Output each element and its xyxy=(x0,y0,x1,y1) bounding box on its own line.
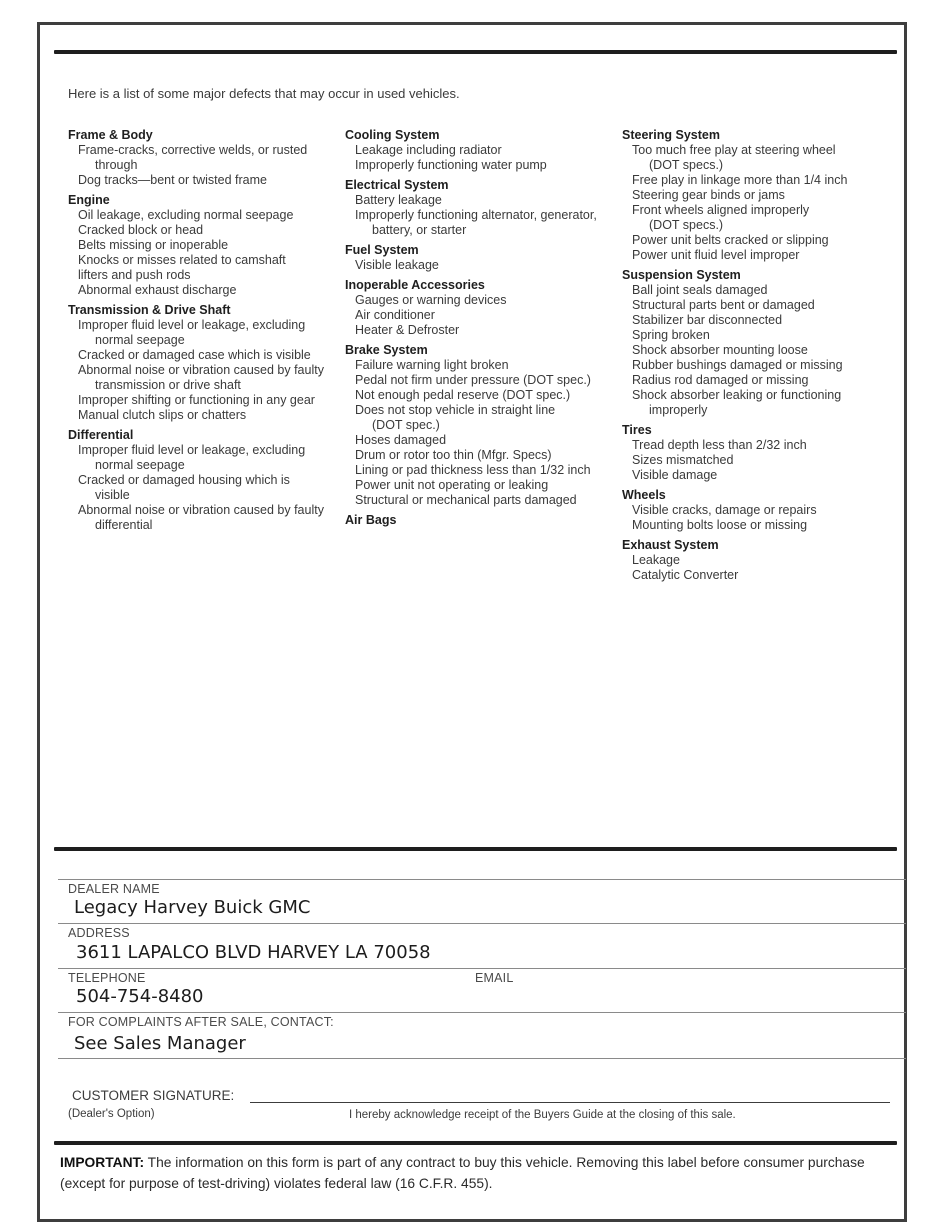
defect-item-line: Abnormal exhaust discharge xyxy=(78,283,237,297)
defect-item-line: Manual clutch slips or chatters xyxy=(78,408,247,422)
defect-item-line: (DOT specs.) xyxy=(649,218,724,232)
defect-item-line: Rubber bushings damaged or missing xyxy=(632,358,843,372)
defect-section-title: Air Bags xyxy=(345,513,397,527)
defect-item-line: Cracked or damaged housing which is xyxy=(78,473,290,487)
acknowledgment-text: I hereby acknowledge receipt of the Buyers Guide at the closing of this sale. xyxy=(349,1109,736,1121)
defect-item-line: Leakage including radiator xyxy=(355,143,502,157)
email-label: EMAIL xyxy=(475,971,514,985)
defect-item-line: Oil leakage, excluding normal seepage xyxy=(78,208,294,222)
defect-item-line: transmission or drive shaft xyxy=(95,378,241,392)
defect-item-line: Frame-cracks, corrective welds, or rusted xyxy=(78,143,308,157)
defects-column-2 xyxy=(345,128,622,583)
defect-item-line: Shock absorber leaking or functioning xyxy=(632,388,842,402)
defect-section xyxy=(622,538,902,583)
defect-item-line: Improper fluid level or leakage, excluding xyxy=(78,318,306,332)
defect-section-title: Brake System xyxy=(345,343,428,357)
defect-item-line: Visible leakage xyxy=(355,258,439,272)
defect-section xyxy=(345,343,622,508)
defect-item-line: Ball joint seals damaged xyxy=(632,283,768,297)
defect-item-line: Visible cracks, damage or repairs xyxy=(632,503,817,517)
defect-section-title: Exhaust System xyxy=(622,538,719,552)
dealers-option-label: (Dealer's Option) xyxy=(68,1108,155,1120)
defect-item-line: Improperly functioning water pump xyxy=(355,158,547,172)
defect-item-line: Cracked block or head xyxy=(78,223,204,237)
intro-text: Here is a list of some major defects that may occur in used vehicles. xyxy=(68,86,460,101)
defect-item-line: Visible damage xyxy=(632,468,718,482)
defect-item-line: Drum or rotor too thin (Mfgr. Specs) xyxy=(355,448,552,462)
defect-item-line: Belts missing or inoperable xyxy=(78,238,229,252)
defect-item-line: Improper fluid level or leakage, excluding xyxy=(78,443,306,457)
defect-section-title: Suspension System xyxy=(622,268,741,282)
important-notice xyxy=(60,1152,905,1194)
defect-item-line: improperly xyxy=(649,403,708,417)
defect-item-line: Heater & Defroster xyxy=(355,323,460,337)
defect-item-line: Sizes mismatched xyxy=(632,453,734,467)
defect-section-title: Electrical System xyxy=(345,178,449,192)
defect-section-title: Inoperable Accessories xyxy=(345,278,485,292)
defect-item-line: lifters and push rods xyxy=(78,268,191,282)
dealer-name-label: DEALER NAME xyxy=(68,882,160,896)
defect-item-line: Knocks or misses related to camshaft xyxy=(78,253,286,267)
dealer-section-divider-rule xyxy=(54,847,897,851)
defect-item-line: battery, or starter xyxy=(372,223,467,237)
defect-section-title: Differential xyxy=(68,428,134,442)
defect-item-line: Not enough pedal reserve (DOT spec.) xyxy=(355,388,571,402)
defect-item-line: Structural parts bent or damaged xyxy=(632,298,815,312)
defect-section xyxy=(68,128,345,188)
top-divider-rule xyxy=(54,50,897,54)
defect-item-line: Improperly functioning alternator, generator, xyxy=(355,208,597,222)
defect-item-line: Failure warning light broken xyxy=(355,358,509,372)
defect-section-title: Transmission & Drive Shaft xyxy=(68,303,231,317)
defect-item-line: Too much free play at steering wheel xyxy=(632,143,836,157)
defect-item-line: visible xyxy=(95,488,130,502)
important-text: The information on this form is part of any contract to buy this vehicle. Removing this label before consumer purchase (except for purpose of test-driving) violates federal law (16 C.F.R. 455). xyxy=(60,1155,865,1191)
telephone-value: 504-754-8480 xyxy=(76,986,204,1007)
defect-item-line: Air conditioner xyxy=(355,308,435,322)
defect-item-line: Hoses damaged xyxy=(355,433,447,447)
defect-item-line: Leakage xyxy=(632,553,680,567)
defect-section xyxy=(345,243,622,273)
field-line-4 xyxy=(58,1012,906,1013)
defects-column-1 xyxy=(68,128,345,583)
defect-item-line: Power unit belts cracked or slipping xyxy=(632,233,829,247)
defect-item-line: Shock absorber mounting loose xyxy=(632,343,808,357)
defect-item-line: Tread depth less than 2/32 inch xyxy=(632,438,807,452)
defect-section xyxy=(68,303,345,423)
defect-item-line: (DOT specs.) xyxy=(649,158,724,172)
defect-item-line: Cracked or damaged case which is visible xyxy=(78,348,311,362)
defect-item-line: normal seepage xyxy=(95,333,185,347)
defect-section-title: Tires xyxy=(622,423,652,437)
defect-item-line: Gauges or warning devices xyxy=(355,293,507,307)
defects-list xyxy=(68,128,908,583)
defect-section-title: Steering System xyxy=(622,128,720,142)
defect-item-line: Pedal not firm under pressure (DOT spec.) xyxy=(355,373,591,387)
address-label: ADDRESS xyxy=(68,926,130,940)
defect-section xyxy=(345,278,622,338)
dealer-name-value: Legacy Harvey Buick GMC xyxy=(74,897,311,918)
defect-section xyxy=(345,513,622,528)
defect-section xyxy=(68,193,345,298)
defect-item-line: Front wheels aligned improperly xyxy=(632,203,810,217)
defect-item-line: Spring broken xyxy=(632,328,710,342)
defect-section-title: Fuel System xyxy=(345,243,419,257)
defect-item-line: Stabilizer bar disconnected xyxy=(632,313,783,327)
defect-item-line: through xyxy=(95,158,138,172)
defect-item-line: differential xyxy=(95,518,153,532)
complaints-contact-label: FOR COMPLAINTS AFTER SALE, CONTACT: xyxy=(68,1015,334,1029)
field-line-1 xyxy=(58,879,906,880)
address-value: 3611 LAPALCO BLVD HARVEY LA 70058 xyxy=(76,942,431,963)
defect-item-line: normal seepage xyxy=(95,458,185,472)
defect-section xyxy=(622,488,902,533)
field-line-5 xyxy=(58,1058,906,1059)
defect-item-line: Free play in linkage more than 1/4 inch xyxy=(632,173,848,187)
defect-section xyxy=(68,428,345,533)
defect-section-title: Cooling System xyxy=(345,128,440,142)
field-line-2 xyxy=(58,923,906,924)
defect-item-line: Mounting bolts loose or missing xyxy=(632,518,808,532)
customer-signature-label: CUSTOMER SIGNATURE: xyxy=(72,1088,235,1103)
defect-item-line: Power unit not operating or leaking xyxy=(355,478,549,492)
defects-column-3 xyxy=(622,128,902,583)
defect-section xyxy=(345,178,622,238)
field-line-3 xyxy=(58,968,906,969)
defect-section-title: Wheels xyxy=(622,488,666,502)
defect-item-line: (DOT spec.) xyxy=(372,418,440,432)
defect-section xyxy=(622,423,902,483)
defect-section-title: Engine xyxy=(68,193,110,207)
defect-item-line: Structural or mechanical parts damaged xyxy=(355,493,577,507)
defect-item-line: Dog tracks—bent or twisted frame xyxy=(78,173,267,187)
defect-item-line: Abnormal noise or vibration caused by faulty xyxy=(78,363,324,377)
defect-section xyxy=(622,268,902,418)
defect-item-line: Catalytic Converter xyxy=(632,568,739,582)
complaints-contact-value: See Sales Manager xyxy=(74,1033,246,1054)
customer-signature-line xyxy=(250,1102,890,1103)
defect-item-line: Steering gear binds or jams xyxy=(632,188,785,202)
defect-section xyxy=(622,128,902,263)
defect-item-line: Abnormal noise or vibration caused by faulty xyxy=(78,503,324,517)
important-label: IMPORTANT: xyxy=(60,1155,145,1170)
defect-section xyxy=(345,128,622,173)
defect-item-line: Does not stop vehicle in straight line xyxy=(355,403,556,417)
important-divider-rule xyxy=(54,1141,897,1145)
defect-item-line: Battery leakage xyxy=(355,193,442,207)
telephone-label: TELEPHONE xyxy=(68,971,146,985)
defect-item-line: Power unit fluid level improper xyxy=(632,248,800,262)
defect-item-line: Radius rod damaged or missing xyxy=(632,373,809,387)
defect-item-line: Improper shifting or functioning in any gear xyxy=(78,393,315,407)
defect-section-title: Frame & Body xyxy=(68,128,153,142)
defect-item-line: Lining or pad thickness less than 1/32 inch xyxy=(355,463,591,477)
